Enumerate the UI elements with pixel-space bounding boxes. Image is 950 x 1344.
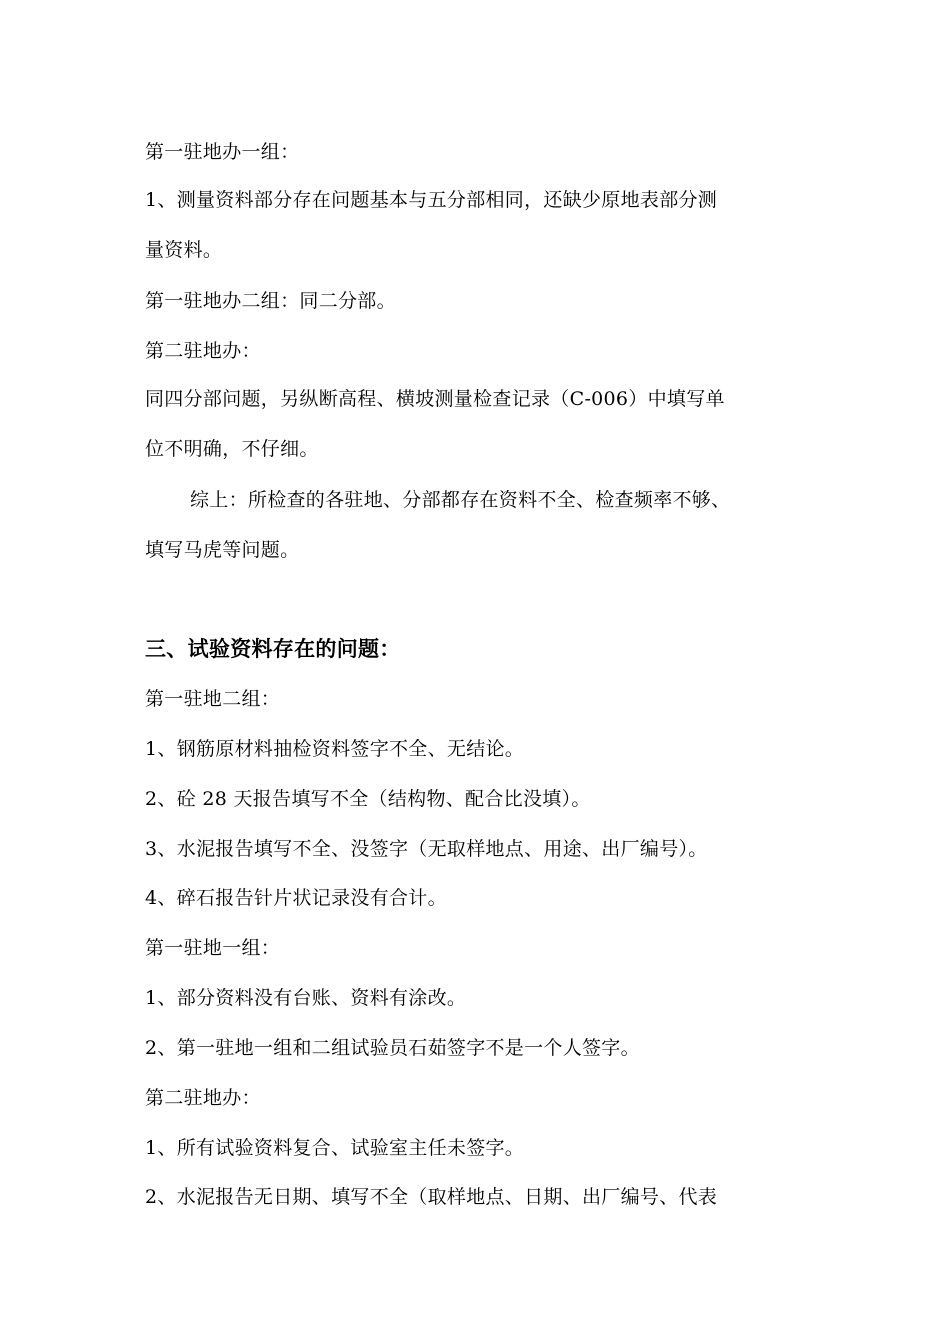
list-item: 3、水泥报告填写不全、没签字（无取样地点、用途、出厂编号）。	[145, 838, 708, 860]
subheading-first-site-group1: 第一驻地一组：	[145, 937, 281, 959]
list-item: 4、碎石报告针片状记录没有合计。	[145, 887, 447, 909]
list-item: 1、钢筋原材料抽检资料签字不全、无结论。	[145, 738, 525, 760]
list-item: 2、第一驻地一组和二组试验员石茹签字不是一个人签字。	[145, 1037, 640, 1059]
list-item: 1、所有试验资料复合、试验室主任未签字。	[145, 1137, 525, 1159]
summary-line: 综上：所检查的各驻地、分部都存在资料不全、检查频率不够、	[190, 489, 731, 511]
list-item: 2、水泥报告无日期、填写不全（取样地点、日期、出厂编号、代表	[145, 1186, 718, 1208]
subheading-second-office: 第二驻地办：	[145, 340, 261, 362]
subheading-first-office-group1: 第一驻地办一组：	[145, 141, 300, 163]
paragraph-line: 位不明确，不仔细。	[145, 438, 319, 460]
summary-line: 填写马虎等问题。	[145, 539, 300, 561]
paragraph-line: 1、测量资料部分存在问题基本与五分部相同，还缺少原地表部分测	[145, 189, 718, 211]
paragraph-line: 同四分部问题，另纵断高程、横坡测量检查记录（C-006）中填写单	[145, 388, 725, 410]
subheading-second-office: 第二驻地办：	[145, 1087, 261, 1109]
subheading-first-site-group2: 第一驻地二组：	[145, 688, 281, 710]
paragraph-line: 量资料。	[145, 239, 223, 261]
subheading-first-office-group2: 第一驻地办二组：同二分部。	[145, 290, 396, 312]
section-heading: 三、试验资料存在的问题：	[145, 637, 401, 661]
list-item: 2、砼 28 天报告填写不全（结构物、配合比没填）。	[145, 788, 591, 810]
list-item: 1、部分资料没有台账、资料有涂改。	[145, 987, 467, 1009]
